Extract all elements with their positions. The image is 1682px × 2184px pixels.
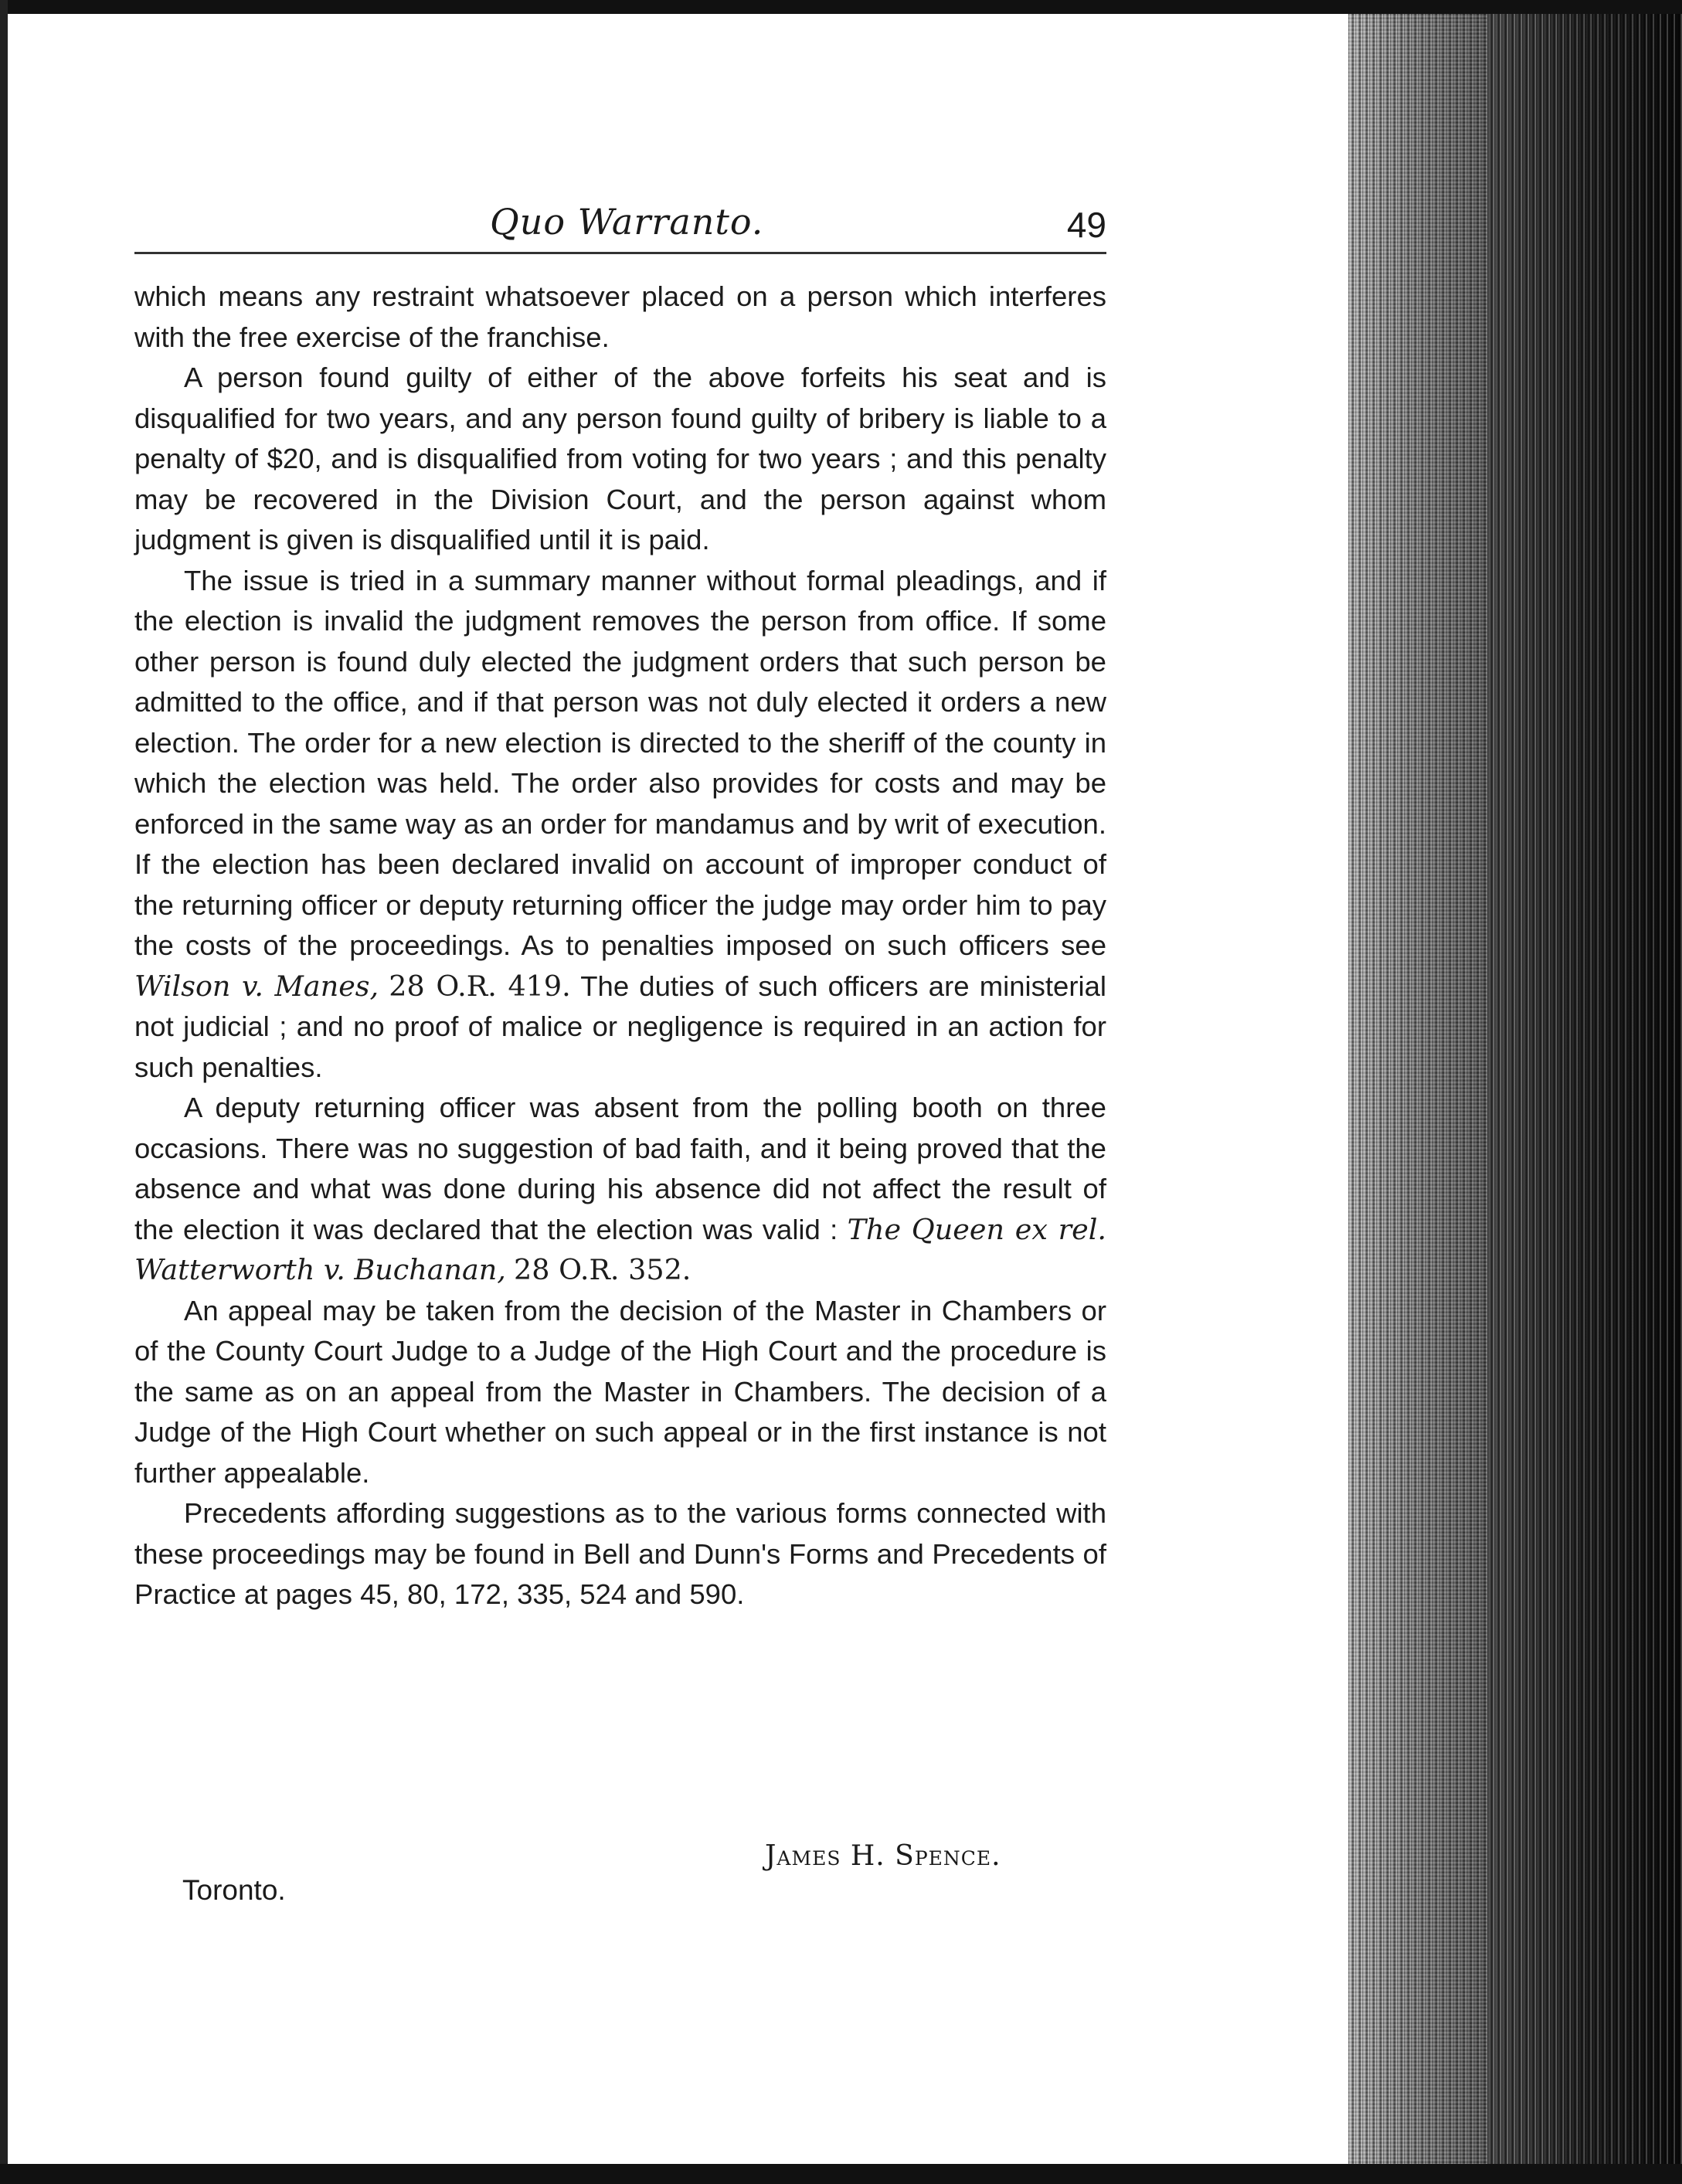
paragraph-3-text-b: The duties of such officers are ministerial not judicial ; and no proof of malice or negligence is required in an action for such penalties. [134, 970, 1106, 1083]
paragraph-4 [134, 1088, 1106, 1291]
paragraph-4-text: A deputy returning officer was absent from the polling booth on three occasions. There was no suggestion of bad faith, and it being proved that the absence and what was done during his absence did not affect the result of the election it was declared that the election was valid : [134, 1092, 1106, 1245]
header-rule [134, 252, 1106, 254]
report-citation-2: 28 O.R. 352. [514, 1253, 691, 1286]
paragraph-3 [134, 561, 1106, 1089]
running-title: Quo Warranto. [490, 201, 764, 243]
paragraph-1: which means any restraint whatsoever placed on a person which interferes with the free exercise of the franchise. [134, 280, 1106, 353]
report-citation-1: 28 O.R. 419. [389, 969, 571, 1003]
paragraph-2: A person found guilty of either of the above forfeits his seat and is disqualified for two years, and any person found guilty of bribery is liable to a penalty of $20, and is disqualified from voting for two years ; and this penalty may be recovered in the Division Court, and the person against whom judgment is given is disqualified until it is paid. [134, 362, 1106, 555]
case-citation-watterworth: The Queen ex rel. Watterworth v. Buchanan, [134, 1212, 1106, 1286]
author-signature: James H. Spence. [765, 1840, 1001, 1872]
paragraph-6: Precedents affording suggestions as to the various forms connected with these proceedings may be found in Bell and Dunn's Forms and Precedents of Practice at pages 45, 80, 172, 335, 524 and 590. [134, 1497, 1106, 1610]
paragraph-5: An appeal may be taken from the decision of the Master in Chambers or of the County Court Judge to a Judge of the High Court and the procedure is the same as on an appeal from the Master in Chambers. The decision of a Judge of the High Court whether on such appeal or in the first instance is not further appealable. [134, 1294, 1106, 1489]
place-name: Toronto. [182, 1874, 286, 1906]
spine-texture [1348, 14, 1487, 2164]
case-citation-wilson: Wilson v. Manes, [134, 969, 379, 1003]
page-number: 49 [1066, 205, 1106, 245]
body-text [134, 277, 1106, 1615]
running-head [134, 185, 1106, 255]
paragraph-3-text-a: The issue is tried in a summary manner without formal pleadings, and if the election is invalid the judgment removes the person from office. If some other person is found duly elected the judgment orders that such person be admitted to the office, and if that person was not duly elected it orders a new election. The order for a new election is directed to the sheriff of the county in which the election was held. The order also provides for costs and may be enforced in the same way as an order for mandamus and by writ of execution. If the election has been declared invalid on account of improper conduct of the returning officer or deputy returning officer the judge may order him to pay the costs of the proceedings. As to penalties imposed on such officers see [134, 564, 1106, 961]
